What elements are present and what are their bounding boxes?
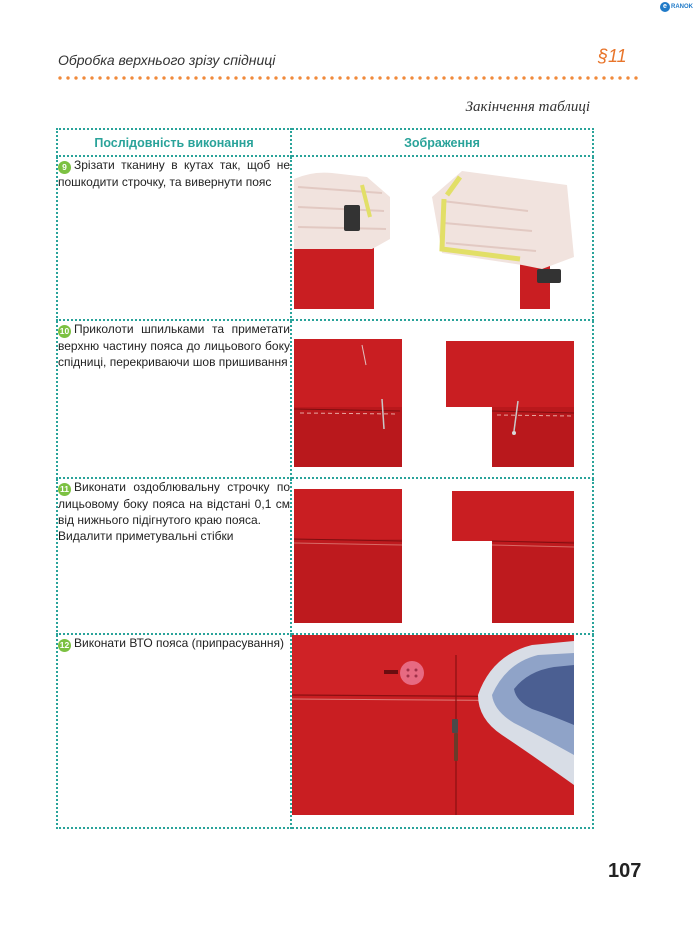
logo-badge: e bbox=[660, 2, 670, 12]
step-11-photo bbox=[292, 479, 574, 623]
step-description bbox=[57, 156, 291, 320]
table-row bbox=[57, 320, 593, 478]
step-extra-text: Видалити приметувальні стібки bbox=[58, 529, 234, 543]
running-title: Обробка верхнього зрізу спідниці bbox=[58, 52, 276, 68]
step-text: Виконати ВТО пояса (припрасування) bbox=[74, 636, 285, 650]
step-text: Зрізати тканину в кутах так, щоб не пошкодити строчку, та вивернути пояс bbox=[58, 158, 290, 189]
logo-text: RANOK bbox=[671, 4, 693, 10]
step-description bbox=[57, 634, 291, 828]
step-text: Приколоти шпильками та приметати верхню частину пояса до лицьового боку спідниці, перекриваючи шов пришивання bbox=[58, 322, 290, 369]
step-description bbox=[57, 320, 291, 478]
step-image-cell bbox=[291, 156, 593, 320]
step-12-photo bbox=[292, 635, 574, 815]
step-number-badge: 11 bbox=[60, 484, 69, 494]
step-number-badge: 10 bbox=[59, 326, 70, 336]
step-number-badge: 9 bbox=[58, 161, 71, 174]
header-divider bbox=[56, 76, 640, 80]
table-continuation-label: Закінчення таблиці bbox=[465, 99, 590, 115]
step-image-cell bbox=[291, 634, 593, 828]
table-row bbox=[57, 634, 593, 828]
step-text: Виконати оздоблювальну строчку по лицьовому боку пояса на відстані 0,1 см від нижнього підігнутого краю пояса. bbox=[58, 480, 290, 527]
section-number: §11 bbox=[598, 46, 627, 66]
steps-table bbox=[56, 128, 594, 829]
step-image-cell bbox=[291, 320, 593, 478]
table-row bbox=[57, 156, 593, 320]
publisher-logo bbox=[660, 2, 696, 12]
table-row bbox=[57, 478, 593, 634]
step-9-photo bbox=[292, 157, 574, 309]
page-number: 107 bbox=[608, 860, 642, 882]
step-image-cell bbox=[291, 478, 593, 634]
step-number-badge: 12 bbox=[59, 640, 70, 650]
table-header-row bbox=[57, 129, 593, 156]
step-10-photo bbox=[292, 321, 574, 467]
step-description bbox=[57, 478, 291, 634]
column-header-sequence: Послідовність виконання bbox=[57, 129, 291, 156]
column-header-image: Зображення bbox=[291, 129, 593, 156]
